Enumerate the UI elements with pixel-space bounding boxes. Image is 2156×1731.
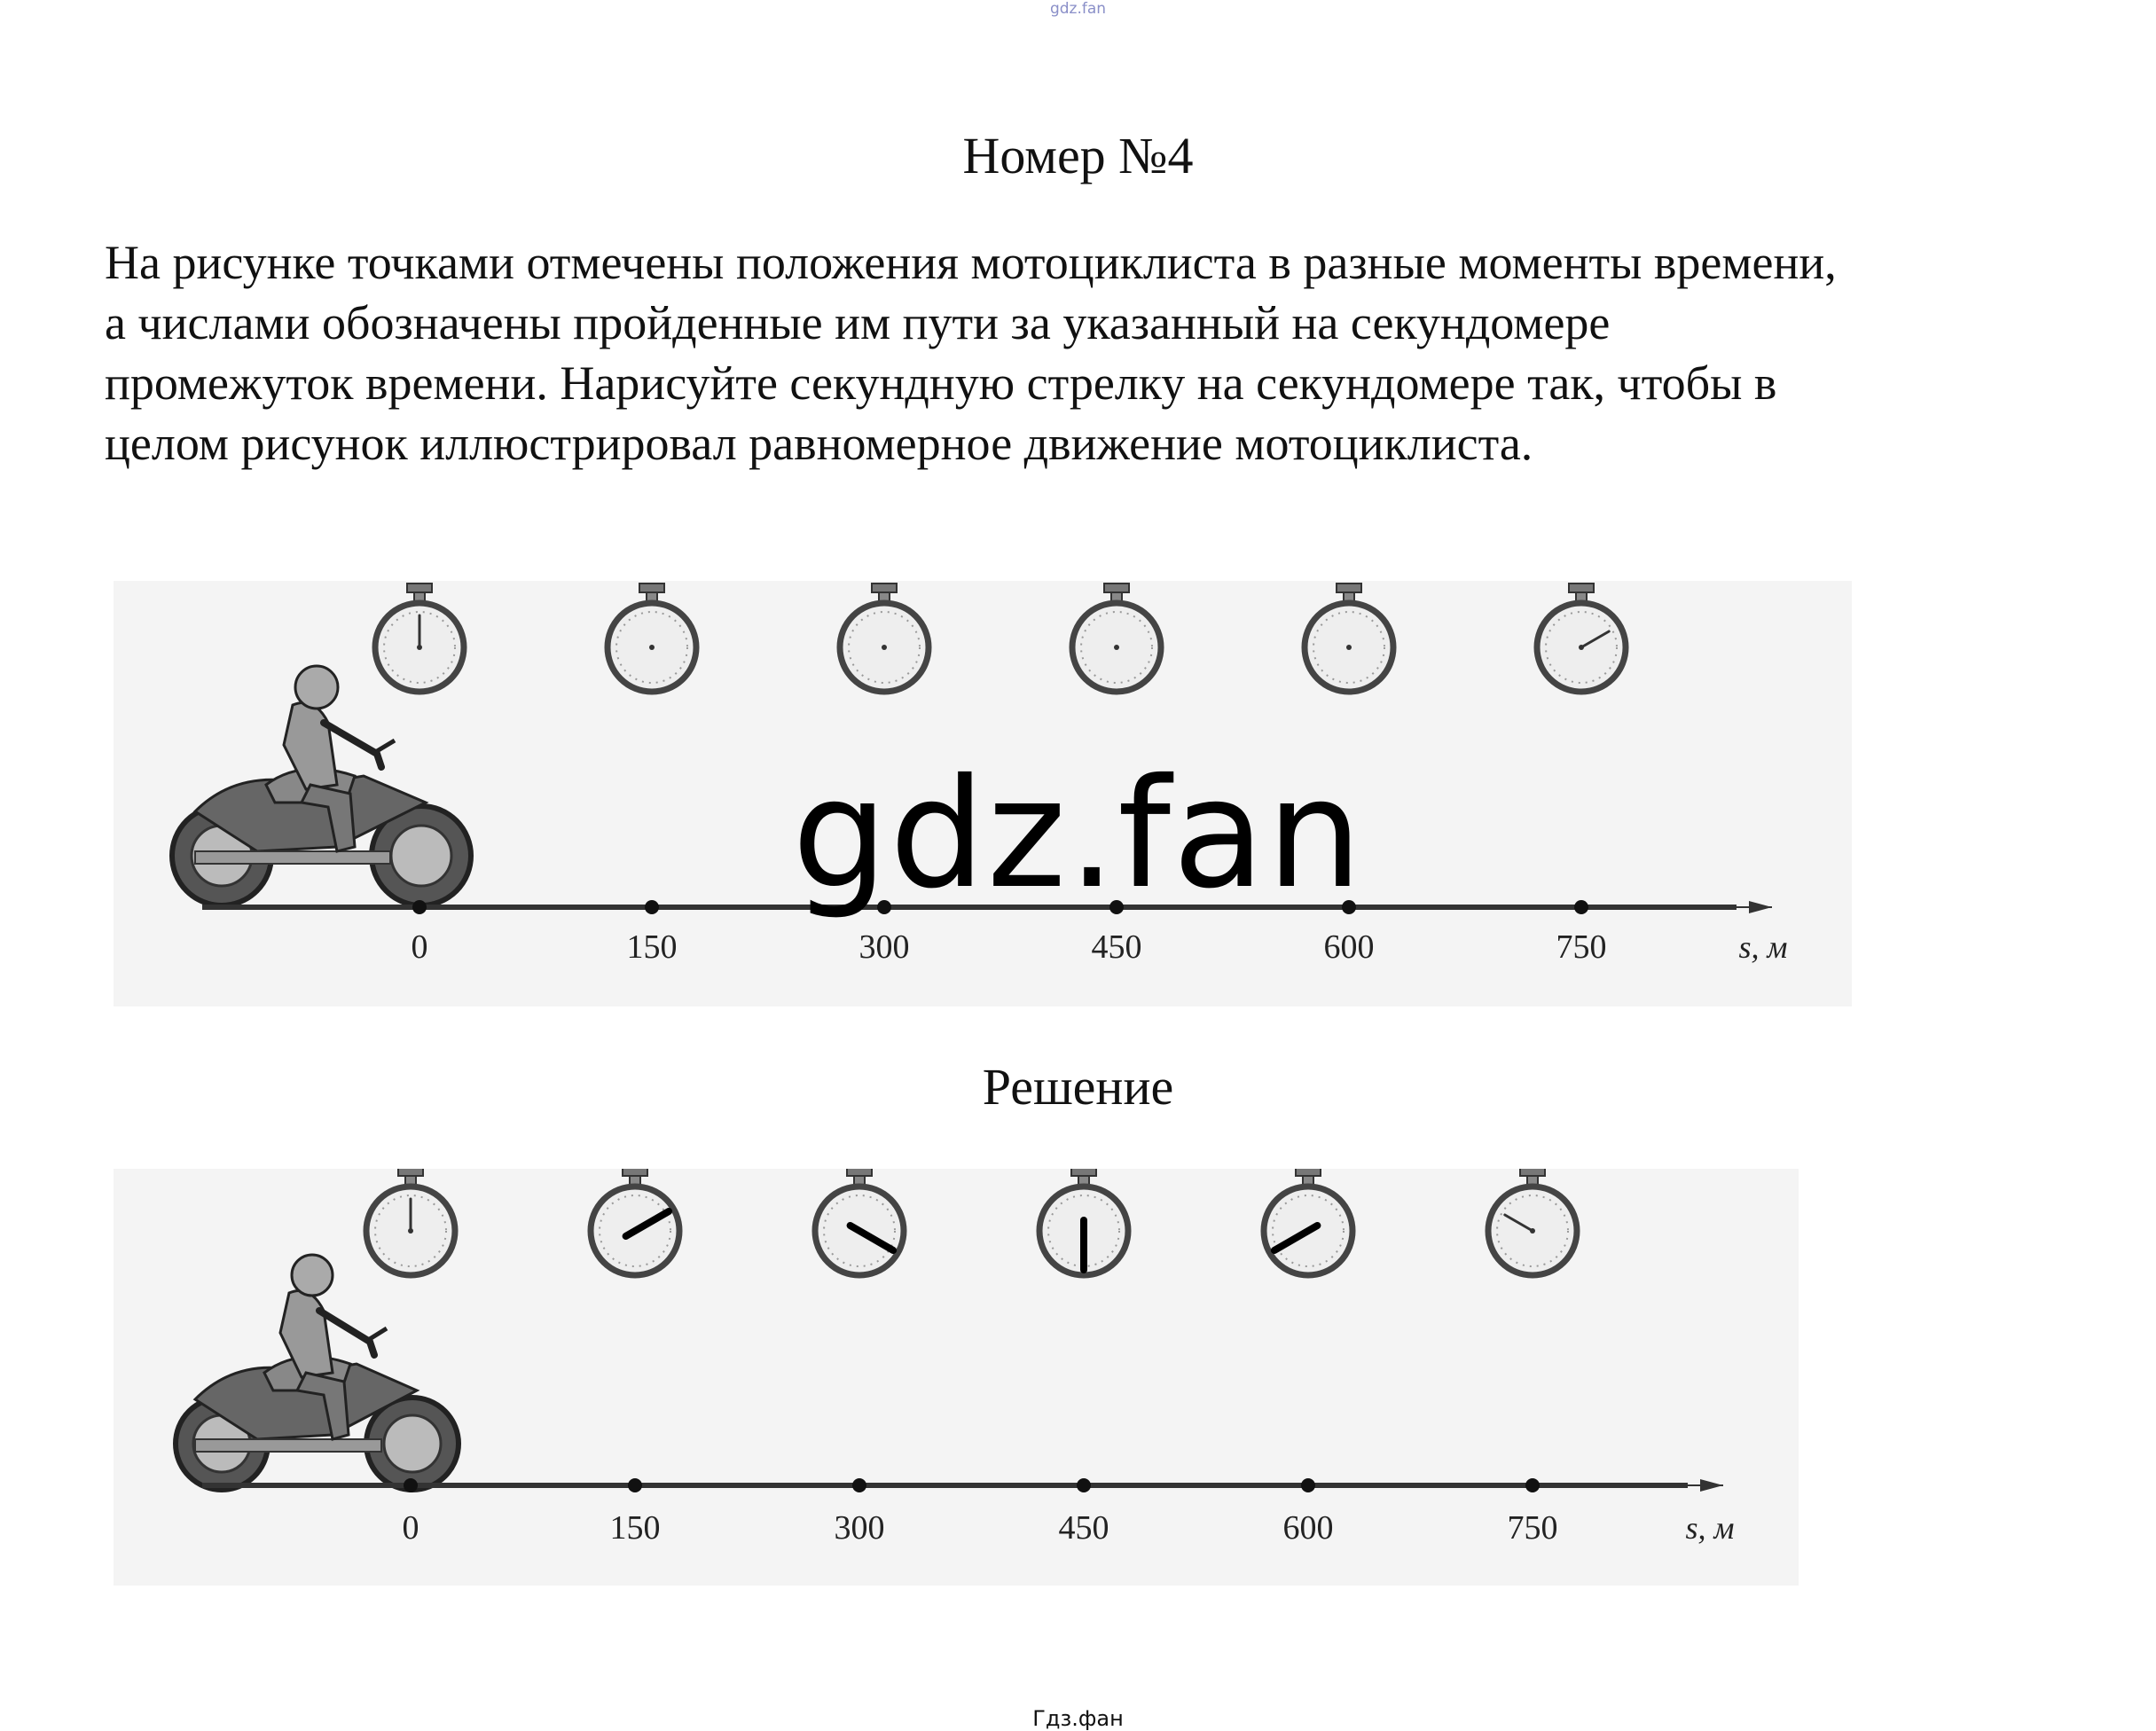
stopwatch-icon [608, 584, 696, 692]
task-line: а числами обозначены пройденные им пути за указанный на секундомере [105, 296, 1611, 349]
position-point [1301, 1478, 1315, 1492]
position-label: 300 [834, 1509, 885, 1547]
position-label: 600 [1323, 928, 1375, 966]
solution-title: Решение [982, 1058, 1174, 1116]
axis-arrow-icon [1700, 1479, 1723, 1492]
site-mark: gdz.fan [1049, 0, 1107, 18]
stopwatch-icon [375, 584, 464, 692]
solution-figure [114, 1169, 1799, 1586]
task-line: промежуток времени. Нарисуйте секундную стрелку на секундомере так, чтобы в [105, 356, 1777, 410]
position-point [628, 1478, 642, 1492]
task-line: На рисунке точками отмечены положения мотоциклиста в разные моменты времени, [105, 236, 1837, 289]
stopwatch-icon [591, 1169, 679, 1275]
stopwatch-icon [1537, 584, 1626, 692]
position-label: 450 [1091, 928, 1142, 966]
stopwatch-icon [840, 584, 929, 692]
position-label: 0 [402, 1509, 419, 1547]
position-point [404, 1478, 418, 1492]
position-label: 450 [1058, 1509, 1109, 1547]
position-label: 750 [1556, 928, 1607, 966]
stopwatch-icon [1264, 1169, 1352, 1275]
task-line: целом рисунок иллюстрировал равномерное движение мотоциклиста. [105, 417, 1533, 470]
solution-figure-svg [114, 1169, 1799, 1586]
position-point [1525, 1478, 1540, 1492]
footer-site-name: Гдз.фан [1032, 1706, 1124, 1731]
position-label: 0 [411, 928, 428, 966]
stopwatch-icon [1305, 584, 1393, 692]
position-label: 300 [858, 928, 910, 966]
motorcyclist-illustration [176, 1255, 459, 1490]
position-point [1077, 1478, 1091, 1492]
position-label: 150 [609, 1509, 661, 1547]
stopwatch-icon [1488, 1169, 1577, 1275]
position-point [852, 1478, 866, 1492]
position-label: 600 [1282, 1509, 1334, 1547]
position-label: 150 [626, 928, 678, 966]
task-text [105, 232, 2082, 474]
stopwatch-icon [815, 1169, 904, 1275]
watermark: gdz.fan [792, 747, 1364, 922]
position-label: 750 [1507, 1509, 1558, 1547]
stopwatch-icon [366, 1169, 455, 1275]
axis-label: s, м [1738, 929, 1788, 965]
stopwatch-icon [1039, 1169, 1128, 1275]
stopwatch-icon [1072, 584, 1161, 692]
page-title: Номер №4 [962, 127, 1194, 184]
axis-label: s, м [1685, 1510, 1735, 1546]
